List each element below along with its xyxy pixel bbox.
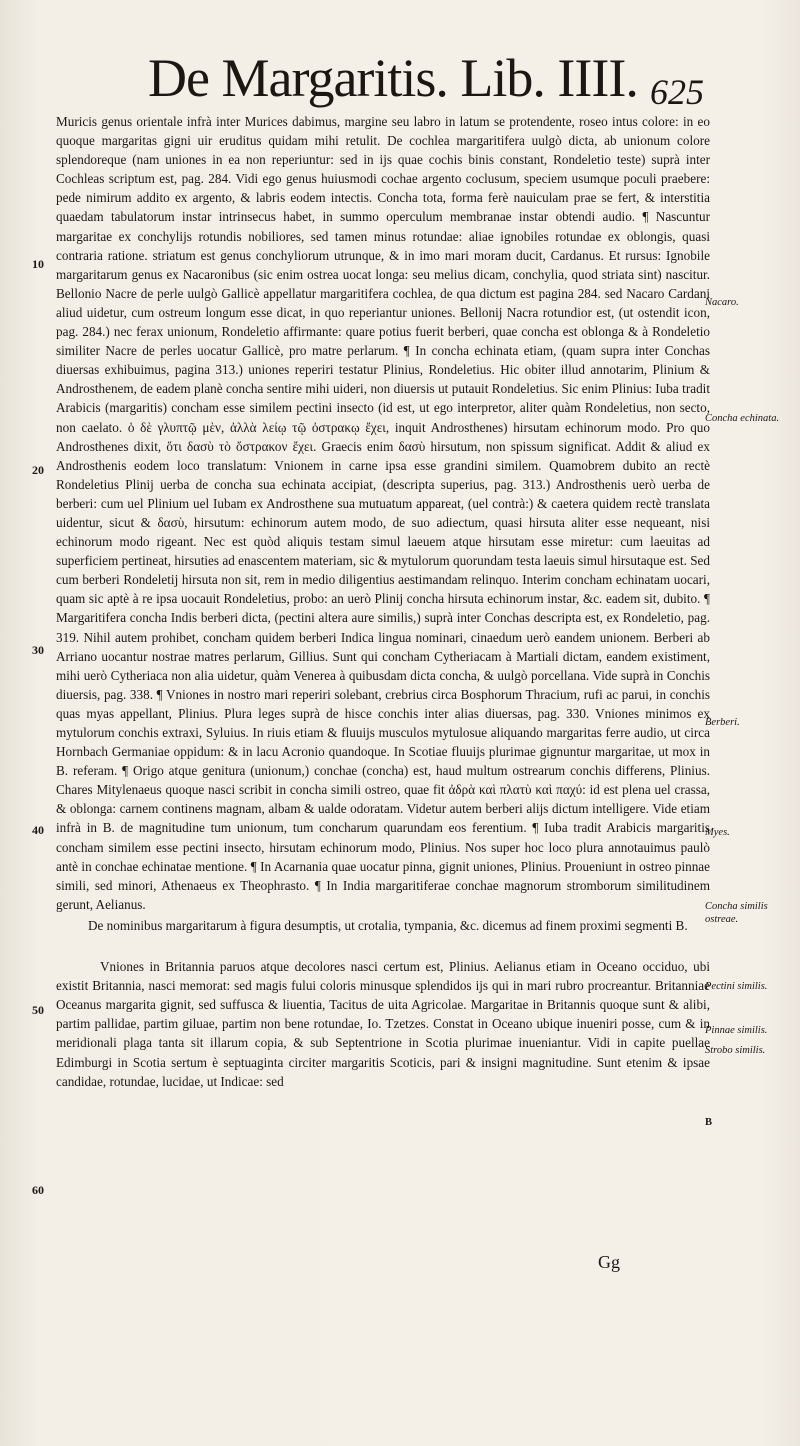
body-paragraph-1: Muricis genus orientale infrà inter Murices dabimus, margine seu labro in latum se protendente, roseo intus colore: in eo quoque margaritas gigni uir eruditus quidam mihi retulit. De cochlea margaritifera uulgò dicta, ab unionum colore splendoreque (nam uniones in ea non reperiuntur: sed in ijs quae cochis binis constant, Rondeletio teste) suprà inter Cochleas scriptum est, pag. 284. Vidi ego genus huiusmodi cochae argento coclusum, speciem usumque poculi praebere: pede nimirum addito ex argento, & labris eodem intectis. Concha tota, forma ferè nauiculam prae se fert, & interstitia quaedam tabulatorum instar intrinsecus habet, in summo operculum membranae instar obtendi audio. ¶ Nascuntur margaritae ex conchylijs rotundis nobiliores, sed tamen minus rotundae: aliae ignobiles rotundae ex oblongis, quasi contraria ratione. striatum est genus conchyliorum utrunque, & in imo mari moram ducit, Cardanus. Et rursus: Ignobile margaritarum genus ex Nacaronibus (sic enim ostrea uocat longa: seu melius dicam, conchylia, quod striata sint) nascitur. Bellonio Nacre de perle uulgò Gallicè appellatur margaritifera cochlea, de qua dictum est pagina 284. sed Nacaro Cardani aliud uidetur, cum ostreum longum esse dicat, in quo reperiantur uniones. Bellonij Nacra rotundior est, (ut ostendit icon, pag. 284.) nec ferax unionum, Rondeletio affirmante: quare potius fuerit berberi, quae concha est oblonga & à Rondeletio similiter Nacre de perles uocatur Gallicè, pro matre perlarum. ¶ In concha echinata etiam, (quam supra inter Conchas diuersas exhibuimus, pagina 313.) uniones reperiri testatur Plinius, Rondeletius. Hic obiter illud annotarim, Plinium & Androsthenem, de eadem planè concha sentire mihi uideri, non diuersis ut putauit Rondeletius. Sic enim Plinius: Iuba tradit Arabicis (margaritis) concham esse similem pectini insecto (id est, ut ego interpretor, aliter quàm Rondeletius, non secto, non caelato. ὁ δὲ γλυπτῷ μὲν, ἀλλὰ λείῳ τῷ ὀστρακῳ ἔχει, inquit Androsthenes) hirsutam echinorum modo. Pro quo Androsthenes dixit, ὅτι δασὺ τὸ ὄστρακον ἔχει. Graecis enim δασὺ hirsutum, non spissum significat. Addit & aliud ex Androsthenis eodem loco translatum: Vnionem in carne ipsa esse grandini similem. Quamobrem dubito an rectè Rondeletius Plinij uerba de concha sua echinata accipiat, (descripta superius, pag. 313.) Androsthenis uerò uerba de berberi: cum uel Plinium uel Iubam ex Androsthene sua mutuatum appareat, (uel contrà:) & caetera quidem rectè translata uidentur, sicut & δασὺ, hirsutum: echinorum autem modo, de suo adiectum, quasi hirsuta aliter esse nequeant, nisi echinorum modo rigeant. Nec est quòd aliquis testam simul laeuem atque hirsutam esse miretur: cum laeuitas ad superficiem pertineat, hirsuties ad enascentem materiam, sic & mytulorum quorundam testa laeuis simul hirsutaque est. Sed cum berberi Rondeletij hirsuta non sit, rem in medio diligentius aestimandam relinquo. Interim concham echinatam uocari, quam sic aptè à re ipsa uocauit Rondeletius, probo: an uerò Plinij concha hirsuta echinorum instar, &c. eadem sit, dubito. ¶ Margaritifera concha Indis berberi dicta, (pectini altera aure similis,) suprà inter Conchas descripta est, ex Rondeletio, pag. 319. Nihil autem prohibet, concham quidem berberi Indica lingua nominari, cinaedum uerò eandem unionem. Berberi ab Arriano uocantur nostrae matres perlarum, Gillius. Sunt qui concham Cytheriacam à Martiali dictam, eandem existiment, mihi uerò Cytheriaca non alia uidetur, quàm Venerea à quibusdam dicta concha, & uulgò porcellana. Vide suprà in Conchis diuersis, pag. 338. ¶ Vniones in nostro mari reperiri solebant, crebrius circa Bosphorum Thracium, rufi ac parui, in conchis quas myas appellant, Plinius. Plura leges suprà de hisce conchis inter alias diuersas, pag. 330. Vniones minimos ex mytulorum conchis extraxi, Syluius. In riuis etiam & fluuijs musculos mytulosue aliquando margaritas ferre audio, ut circa Hornbach Germaniae oppidum: & in lacu Acronio quandoque. In Scotiae fluuijs plurimae gignuntur margaritae, ut mox in B. referam. ¶ Origo atque genitura (unionum,) conchae (concha) est, haud multum ostrearum conchis differens, Plinius. Chares Mitylenaeus quoque nasci scribit in concha simili ostreo, quae fit ἀδρὰ καὶ πλατὺ καὶ παχύ: id est plena uel crassa, & oblonga: carnem continens magnam, albam & ualde odoratam. Videtur autem berberi alijs dictum intelligere. Vide etiam infrà in B. de magnitudine tum unionum, tum concharum quarundam eos ferentium. ¶ Iuba tradit Arabicis margaritis concham similem esse pectini insecto, hirsutam echinorum modo, Plinius. Nos super hoc loco plura annotauimus paulò antè in conchae echinatae mentione. ¶ In Acarnania quae uocatur pinna, gignit uniones, Plinius. Proueniunt in ostreo pinnae simili, sed minori, Athenaeus ex Theophrasto. ¶ In India margaritiferae conchae magnorum stromborum similitudinem gerunt, Aelianus. (56, 114, 710, 912)
page-number: 625 (650, 72, 704, 112)
margin-note-myes: Myes. (705, 827, 730, 838)
line-number-40: 40 (32, 823, 44, 837)
body-paragraph-1b: De nominibus margaritarum à figura desumptis, ut crotalia, tympania, &c. dicemus ad finem proximi segmenti B. (88, 917, 688, 933)
line-number-20: 20 (32, 463, 44, 477)
line-number-50: 50 (32, 1003, 44, 1017)
main-text-block (56, 112, 710, 1091)
line-number-10: 10 (32, 257, 44, 271)
margin-note-section-b: B (705, 1117, 713, 1128)
margin-note-strombo-similis: Strobo similis. (705, 1045, 766, 1056)
margin-note-pectini-similis: Pectini similis. (705, 981, 768, 992)
page-title: De Margaritis. Lib. IIII. (148, 48, 638, 108)
margin-note-concha-similis-ostreae: Concha similis ostreae. (705, 901, 768, 925)
margin-note-concha-echinata: Concha echinata. (705, 413, 780, 424)
margin-note-pinnae-similis: Pinnae similis. (705, 1025, 768, 1036)
line-number-60: 60 (32, 1183, 44, 1197)
margin-note-berberi: Berberi. (705, 717, 740, 728)
signature-mark: Gg (598, 1252, 620, 1272)
margin-note-nacaro: Nacaro. (705, 297, 739, 308)
line-number-30: 30 (32, 643, 44, 657)
body-paragraph-2: Vniones in Britannia paruos atque decolores nasci certum est, Plinius. Aelianus etiam in Oceano occiduo, ubi existit Britannia, nasci memorat: sed magis fului coloris minusque splendidos ijs qui in mari rubro procreantur. Britanniae Oceanus margarita gignit, sed suffusca & liuentia, Tacitus de uita Agricolae. Margaritae in Britannis quoque sunt & alibi, partim pallidae, partim giluae, partim non bene rotundae, Io. Tzetzes. Constat in Oceano ubique inueniri posse, cum & in meridionali plaga tanta sit illarum copia, & sub Septentrione in Scotia plurimae inueniantur. Vidi in capite puellae Edimburgi in Scotia sertum è septuaginta circiter margaritis Scoticis, pari & insigni magnitudine. Sunt etenim & ipsae candidae, rotundae, lucidae, ut Indicae: sed (56, 959, 710, 1089)
